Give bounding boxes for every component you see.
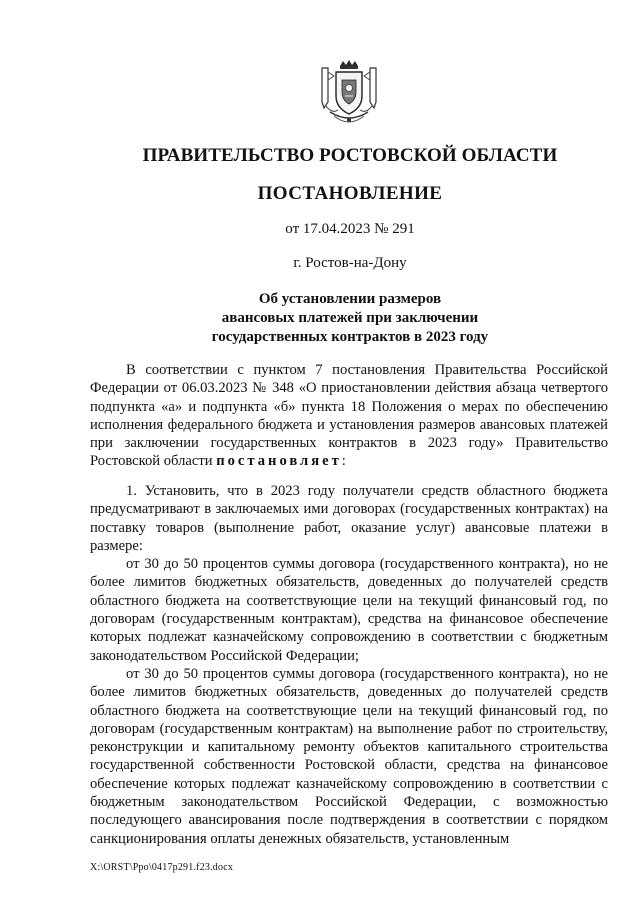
document-subject [0, 290, 640, 347]
clauses [90, 482, 608, 848]
government-title: ПРАВИТЕЛЬСТВО РОСТОВСКОЙ ОБЛАСТИ [142, 145, 558, 166]
file-path-footer: X:\ORST\Ppo\0417p291.f23.docx [90, 862, 234, 873]
preamble-paragraph [90, 361, 608, 471]
clause-paragraph: от 30 до 50 процентов суммы договора (государственного контракта), но не более лимитов бюджетных обязательств, доведенных до получателей средств областного бюджета на соответствующие цели на текущий финансовый год, по договорам (государственным контрактам), средства на финансовое обеспечение которых подлежат казначейскому сопровождению в соответствии с бюджетным законодательством Российской Федерации; [90, 556, 608, 664]
subject-line: государственных контрактов в 2023 году [211, 329, 489, 345]
document-type: ПОСТАНОВЛЕНИЕ [257, 183, 443, 204]
date-and-number: от 17.04.2023 № 291 [285, 221, 415, 237]
preamble [90, 361, 608, 471]
subject-line: Об установлении размеров [258, 291, 442, 307]
preamble-end: : [341, 453, 346, 470]
city: г. Ростов-на-Дону [293, 255, 407, 271]
decree-word: постановляет [216, 453, 342, 470]
clause-paragraph: 1. Установить, что в 2023 году получатели средств областного бюджета предусматривают в заключаемых ими договорах (государственных контрактах) на поставку товаров (выполнение работ, оказание услуг) авансовые платежи в размере: [90, 483, 608, 554]
rostov-oblast-coat-of-arms-icon [318, 58, 380, 130]
preamble-text: В соответствии с пунктом 7 постановления Правительства Российской Федерации от 06.03.2023 № 348 «О приостановлении действия абзаца четвертого подпункта «а» и подпункта «б» пункта 18 Положения о мерах по обеспечению исполнения федерального бюджета и установления размеров авансовых платежей при заключении государственных контрактов в 2023 году» Правительство Ростовской области [90, 362, 608, 470]
subject-line: авансовых платежей при заключении [221, 310, 479, 326]
clause-paragraph: от 30 до 50 процентов суммы договора (государственного контракта), но не более лимитов бюджетных обязательств, доведенных до получателей средств областного бюджета на соответствующие цели на текущий финансовый год, по договорам (государственным контрактам) на выполнение работ по строительству, реконструкции и капитальному ремонту объектов капитального строительства государственной собственности Ростовской области, средства на финансовое обеспечение которых подлежат казначейскому сопровождению в соответствии с бюджетным законодательством Российской Федерации, с возможностью последующего авансирования после подтверждения в соответствии с порядком санкционирования оплаты денежных обязательств, установленным [90, 665, 608, 847]
